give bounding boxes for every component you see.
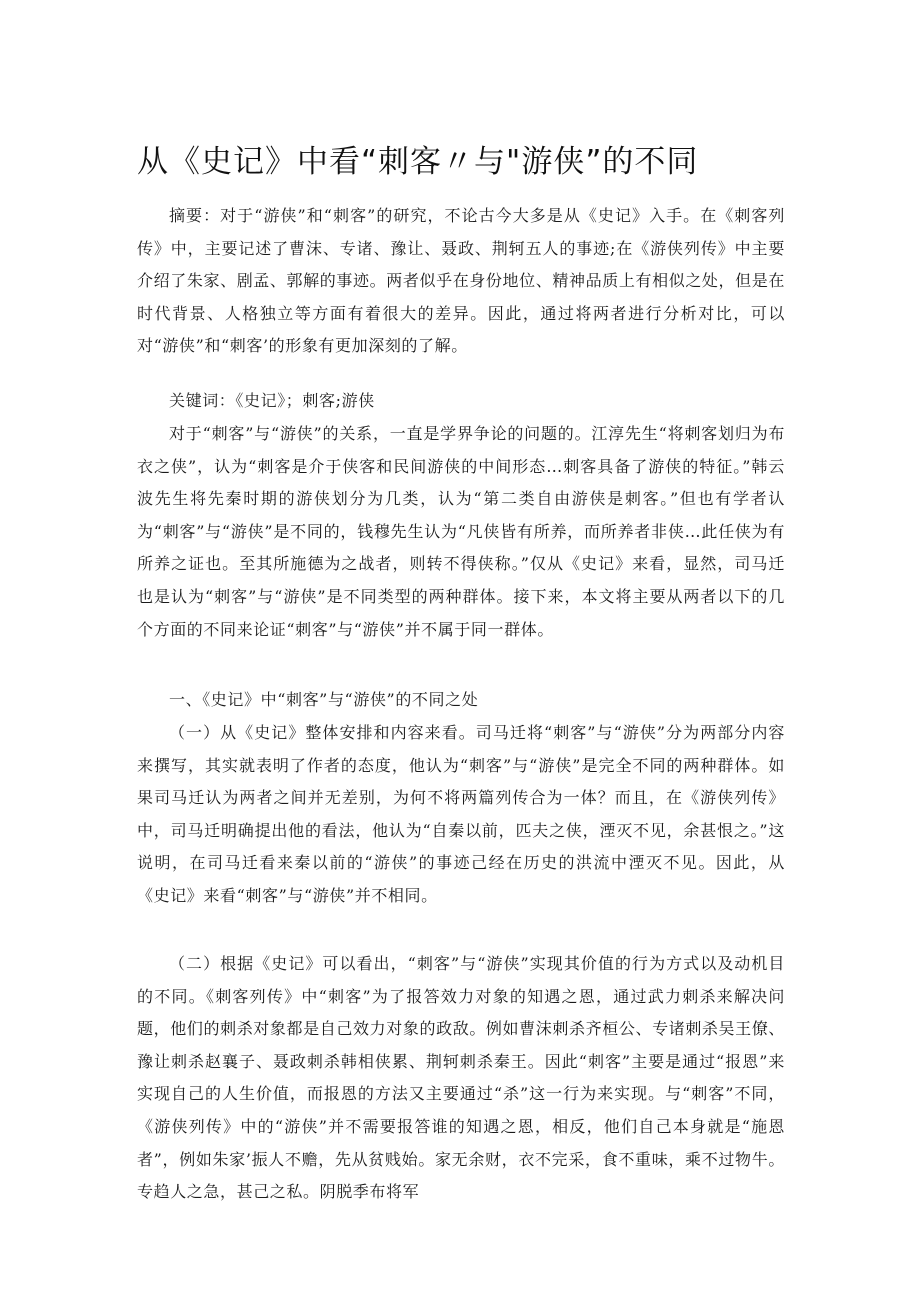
intro-paragraph: 对于“刺客”与“游侠”的关系，一直是学界争论的问题的。江淳先生“将刺客划归为布衣之侠”，认为“刺客是介于侠客和民间游侠的中间形态…刺客具备了游侠的特征。”韩云波先生将先秦时期的游侠划分为几类，认为“第二类自由游侠是刺客。”但也有学者认为“刺客”与“游侠”是不同的，钱穆先生认为“凡侠皆有所养，而所养者非侠…此任侠为有所养之证也。至其所施德为之战者，则转不得侠称。”仅从《史记》来看，显然，司马迁也是认为“刺客”与“游侠”是不同类型的两种群体。接下来，本文将主要从两者以下的几个方面的不同来论证“刺客”与“游侠”并不属于同一群体。	[137, 424, 785, 639]
section-1-paragraph: （一）从《史记》整体安排和内容来看。司马迁将“刺客”与“游侠”分为两部分内容来撰写，其实就表明了作者的态度，他认为“刺客”与“游侠”是完全不同的两种群体。如果司马迁认为两者之间并无差别，为何不将两篇列传合为一体？而且，在《游侠列传》中，司马迁明确提出他的看法，他认为“自秦以前，匹夫之侠，湮灭不见，余甚恨之。”这说明，在司马迁看来秦以前的“游侠”的事迹己经在历史的洪流中湮灭不见。因此，从《史记》来看“刺客”与“游侠”并不相同。	[137, 723, 785, 905]
document-title: 从《史记》中看“刺客〃与"游侠”的不同	[137, 144, 699, 180]
abstract-paragraph: 摘要：对于“游侠”和“刺客”的研究，不论古今大多是从《史记》入手。在《刺客列传》中，主要记述了曹沫、专诸、豫让、聂政、荆轲五人的事迹;在《游侠列传》中主要介绍了朱家、剧孟、郭解的事迹。两者似乎在身份地位、精神品质上有相似之处，但是在时代背景、人格独立等方面有着很大的差异。因此，通过将两者进行分析对比，可以对“游侠”和“刺客’的形象有更加深刻的了解。	[137, 206, 785, 356]
keywords-line: 关键词：《史记》；刺客;游侠	[169, 391, 375, 410]
section-heading: 一、《史记》中“刺客”与“游侠”的不同之处	[169, 690, 479, 709]
section-2-paragraph: （二）根据《史记》可以看出，“刺客”与“游侠”实现其价值的行为方式以及动机目的不同。《刺客列传》中“刺客”为了报答效力对象的知遇之恩，通过武力刺杀来解决问题，他们的刺杀对象都是自己效力对象的政敌。例如曹沫刺杀齐桓公、专诸刺杀吴王僚、豫让刺杀赵襄子、聂政刺杀韩相侠累、荆轲刺杀秦王。因此“刺客”主要是通过“报恩”来实现自己的人生价值，而报恩的方法又主要通过“杀”这一行为来实现。与“刺客”不同，《游侠列传》中的“游侠”并不需要报答谁的知遇之恩，相反，他们自己本身就是“施恩者”，例如朱家’振人不赡，先从贫贱始。家无余财，衣不完采，食不重味，乘不过物牛。专趋人之急，甚己之私。阴脱季布将军	[137, 954, 785, 1202]
